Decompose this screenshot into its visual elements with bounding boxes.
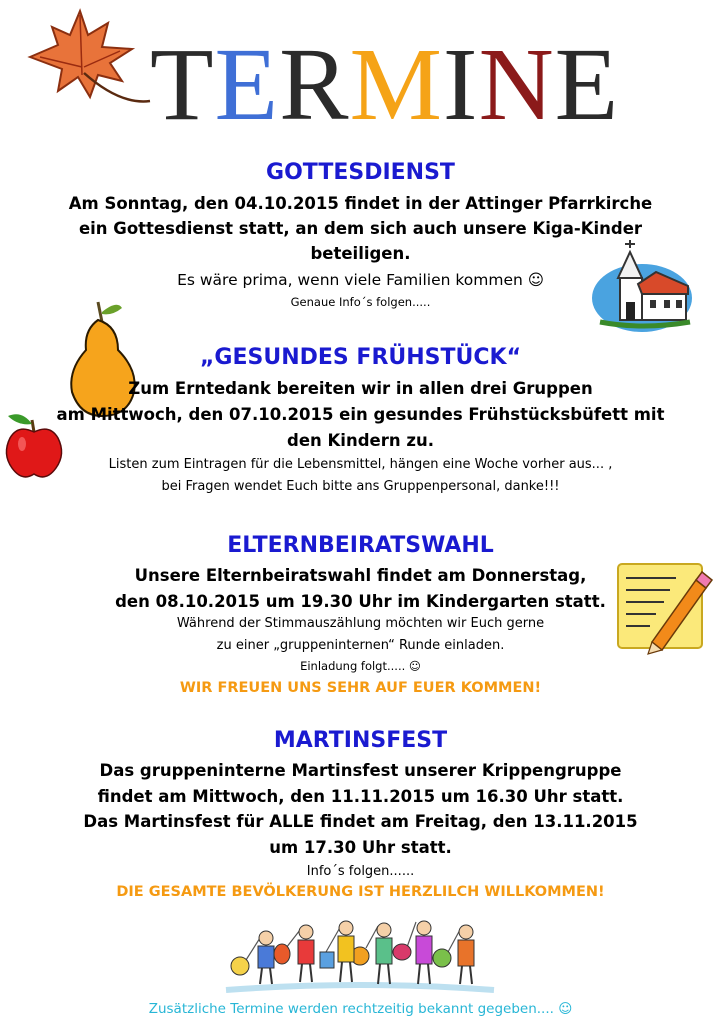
elternbeirat-line-3: Während der Stimmauszählung möchten wir Euch gerne [176,616,545,631]
martinsfest-line-6: DIE GESAMTE BEVÖLKERUNG IST HERZLILCH WILLKOMMEN! [116,884,605,900]
fruehstueck-heading: „GESUNDES FRÜHSTÜCK“ [199,345,522,370]
elternbeirat-heading: ELTERNBEIRATSWAHL [227,533,494,558]
fruehstueck-line-4: Listen zum Eintragen für die Lebensmittel, hängen eine Woche vorher aus... , [108,457,613,472]
fruehstueck-line-1: Zum Erntedank bereiten wir in allen drei Gruppen [128,379,593,398]
gottesdienst-line-2: ein Gottesdienst statt, an dem sich auch unsere Kiga-Kinder [78,219,643,238]
martinsfest-line-3: Das Martinsfest für ALLE findet am Freitag, den 13.11.2015 [83,812,638,831]
title-letter: I [442,27,479,142]
gottesdienst-line-4: Es wäre prima, wenn viele Familien kommen ☺ [177,271,544,289]
title-letter: R [279,27,350,142]
martinsfest-heading: MARTINSFEST [273,728,448,753]
elternbeirat-line-2: den 08.10.2015 um 19.30 Uhr im Kindergarten statt. [115,592,606,611]
notepad-pencil-icon [616,562,708,652]
fruehstueck-line-5: bei Fragen wendet Euch bitte ans Gruppenpersonal, danke!!! [161,479,560,494]
martinsfest-line-5: Info´s folgen...... [306,864,415,879]
elternbeirat-line-4: zu einer „gruppeninternen“ Runde einladen. [216,638,505,653]
gottesdienst-line-5: Genaue Info´s folgen..... [290,295,431,309]
title-letter: E [214,27,280,142]
footer-note: Zusätzliche Termine werden rechtzeitig bekannt gegeben.... ☺ [148,1001,573,1017]
maple-leaf-icon [10,5,160,115]
martinsfest-line-1: Das gruppeninterne Martinsfest unserer Krippengruppe [99,761,622,780]
title-letter: N [478,27,555,142]
elternbeirat-line-1: Unsere Elternbeiratswahl findet am Donnerstag, [134,566,587,585]
martinsfest-line-4: um 17.30 Uhr statt. [269,838,452,857]
lantern-children-illustration [226,908,494,994]
fruehstueck-line-2: am Mittwoch, den 07.10.2015 ein gesundes Frühstücksbüfett mit [56,405,665,424]
title-letter: T [150,27,215,142]
elternbeirat-line-5: Einladung folgt..... ☺ [300,659,421,673]
martinsfest-line-2: findet am Mittwoch, den 11.11.2015 um 16.30 Uhr statt. [97,787,624,806]
gottesdienst-line-3: beteiligen. [310,244,411,263]
page-title [150,27,620,142]
title-letter: M [349,27,443,142]
gottesdienst-heading: GOTTESDIENST [266,160,455,185]
title-letter: E [554,27,620,142]
elternbeirat-line-6: WIR FREUEN UNS SEHR AUF EUER KOMMEN! [179,680,542,696]
church-icon [590,238,695,338]
fruehstueck-line-3: den Kindern zu. [287,431,434,450]
gottesdienst-line-1: Am Sonntag, den 04.10.2015 findet in der Attinger Pfarrkirche [68,194,653,213]
